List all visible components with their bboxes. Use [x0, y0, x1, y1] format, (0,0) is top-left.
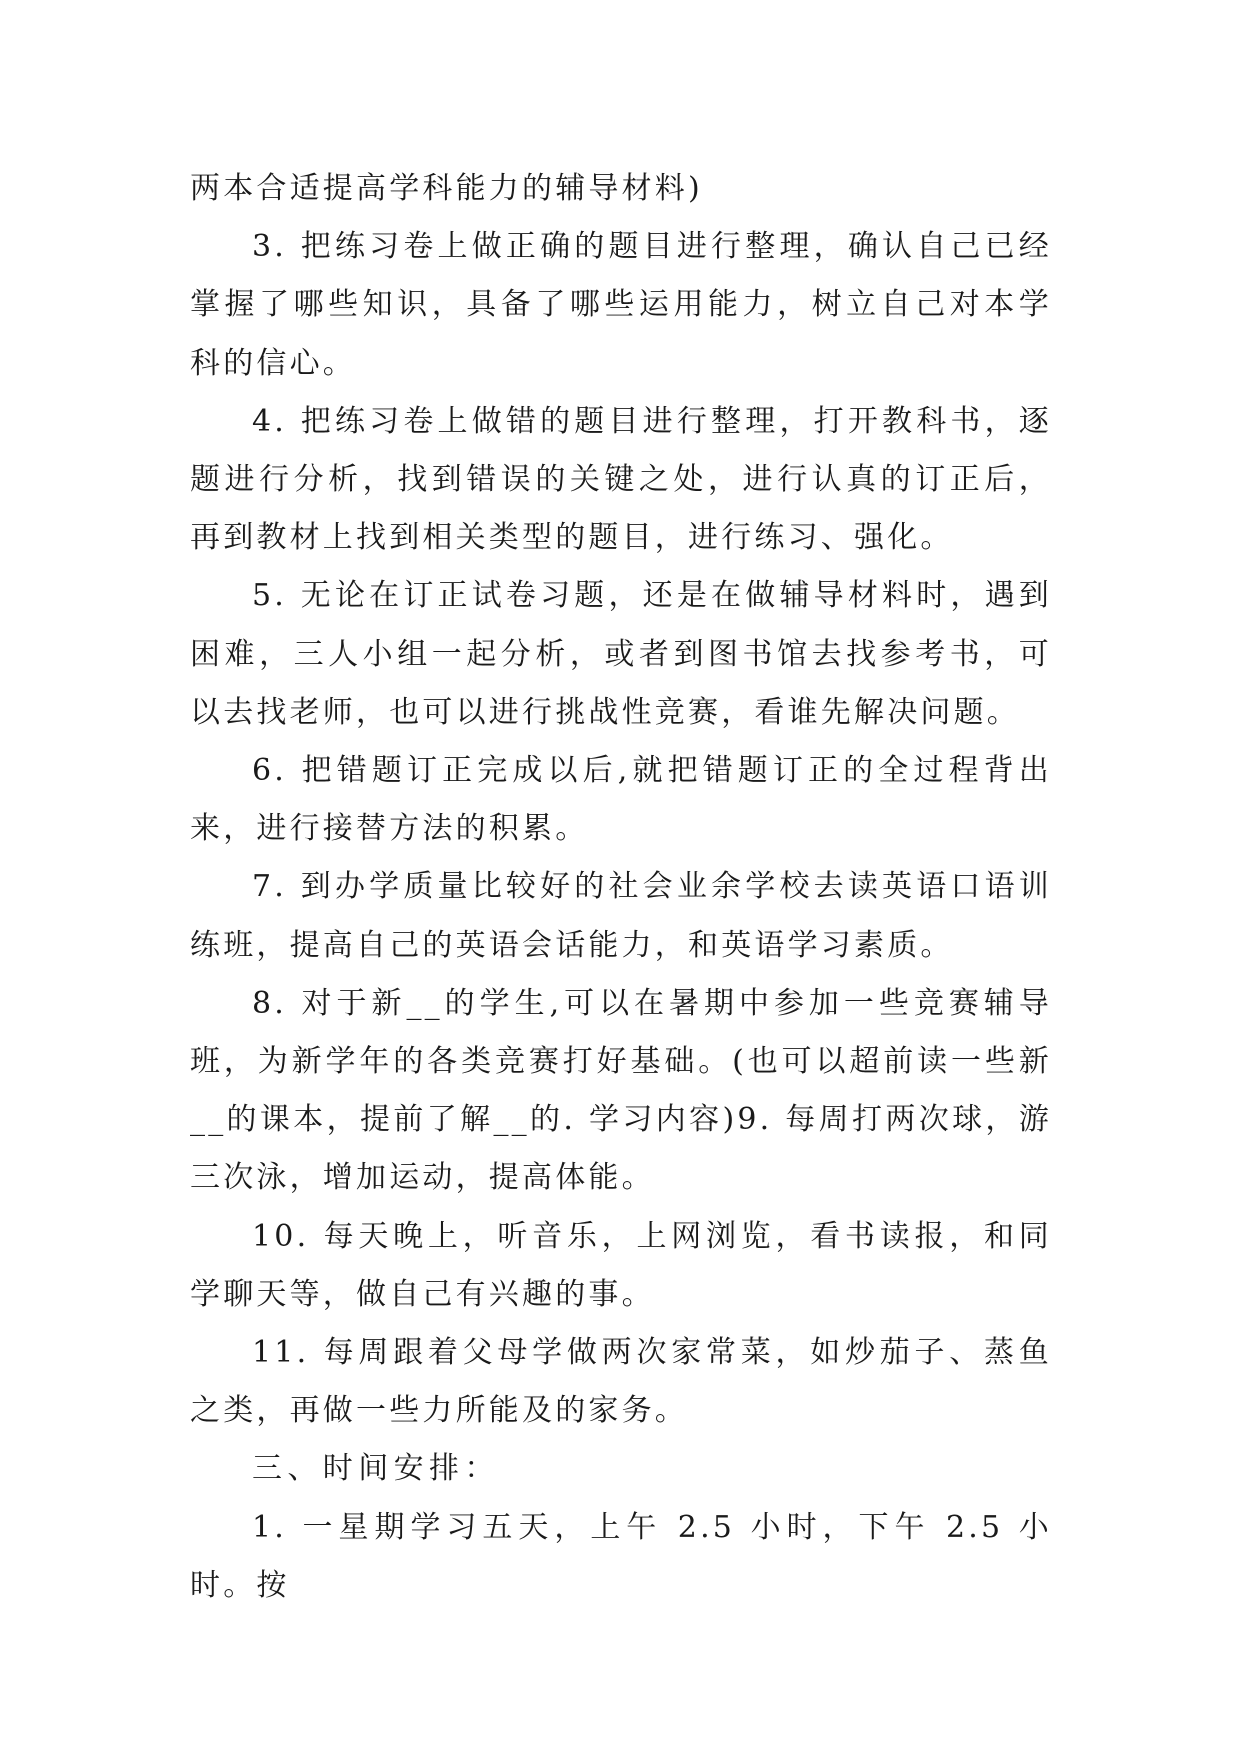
paragraph-item-3: 3. 把练习卷上做正确的题目进行整理，确认自己已经掌握了哪些知识，具备了哪些运用能力，树立自己对本学科的信心。 — [190, 229, 1052, 381]
paragraph-schedule-1: 1. 一星期学习五天，上午 2.5 小时，下午 2.5 小时。按 — [190, 1509, 1052, 1603]
paragraph-item-8: 8. 对于新__的学生,可以在暑期中参加一些竞赛辅导班，为新学年的各类竞赛打好基础。(也可以超前读一些新__的课本，提前了解__的. 学习内容)9. 每周打两次球，游三次泳，增加运动，提高体能。 — [190, 985, 1052, 1196]
paragraph-continuation: 两本合适提高学科能力的辅导材料) — [190, 171, 703, 206]
paragraph-item-6: 6. 把错题订正完成以后,就把错题订正的全过程背出来，进行接替方法的积累。 — [190, 753, 1052, 847]
paragraph-item-10: 10. 每天晚上，听音乐，上网浏览，看书读报，和同学聊天等，做自己有兴趣的事。 — [190, 1218, 1052, 1312]
paragraph-item-5: 5. 无论在订正试卷习题，还是在做辅导材料时，遇到困难，三人小组一起分析，或者到图书馆去找参考书，可以去找老师，也可以进行挑战性竞赛，看谁先解决问题。 — [190, 578, 1052, 730]
paragraph-item-4: 4. 把练习卷上做错的题目进行整理，打开教科书，逐题进行分析，找到错误的关键之处，进行认真的订正后，再到教材上找到相关类型的题目，进行练习、强化。 — [190, 403, 1052, 556]
paragraph-item-11: 11. 每周跟着父母学做两次家常菜，如炒茄子、蒸鱼之类，再做一些力所能及的家务。 — [190, 1335, 1052, 1429]
section-heading-time-schedule: 三、时间安排： — [252, 1451, 500, 1487]
document-body — [190, 160, 1052, 1615]
paragraph-item-7: 7. 到办学质量比较好的社会业余学校去读英语口语训练班，提高自己的英语会话能力，和英语学习素质。 — [190, 869, 1052, 963]
